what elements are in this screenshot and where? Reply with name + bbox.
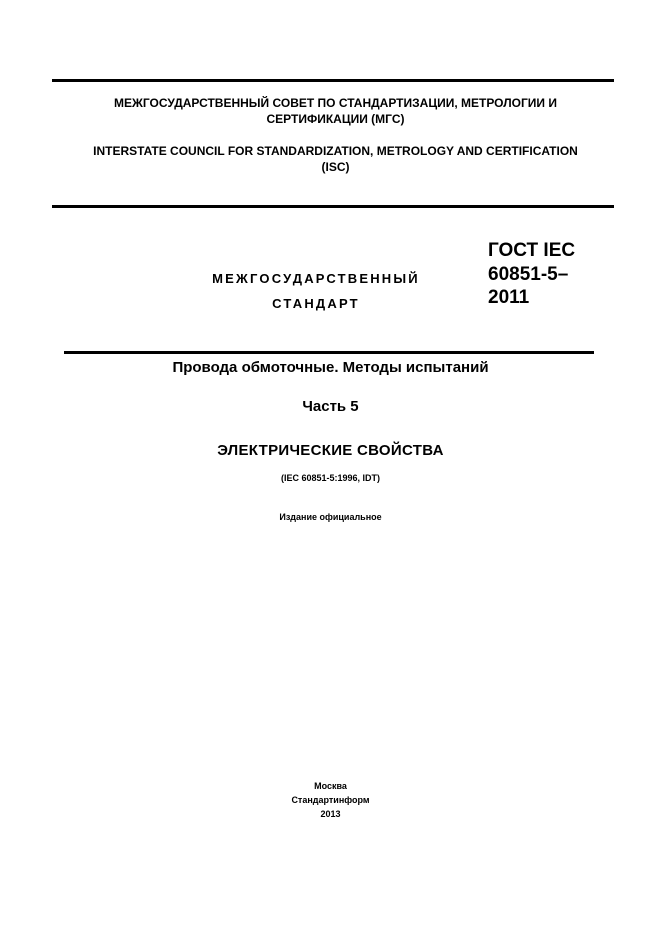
standard-code-line2: 60851-5–	[488, 264, 569, 285]
imprint-year: 2013	[320, 809, 341, 819]
iec-reference: (IEC 60851-5:1996, IDT)	[280, 473, 381, 483]
document-part: Часть 5	[302, 398, 359, 415]
document-subtitle: ЭЛЕКТРИЧЕСКИЕ СВОЙСТВА	[217, 442, 444, 459]
council-ru-line1: МЕЖГОСУДАРСТВЕННЫЙ СОВЕТ ПО СТАНДАРТИЗАЦИИ, МЕТРОЛОГИИ И	[114, 96, 557, 110]
top-rule	[52, 79, 614, 82]
standard-type-line2: СТАНДАРТ	[272, 296, 360, 311]
standard-code-line1: ГОСТ IEC	[488, 240, 576, 261]
imprint-city: Москва	[314, 781, 347, 791]
header-bottom-rule	[52, 205, 614, 208]
council-ru-line2: СЕРТИФИКАЦИИ (МГС)	[266, 112, 405, 126]
edition-note: Издание официальное	[279, 512, 382, 522]
standard-type-line1: МЕЖГОСУДАРСТВЕННЫЙ	[212, 271, 420, 286]
imprint-publisher: Стандартинформ	[291, 795, 370, 805]
title-rule	[64, 351, 594, 354]
document-title: Провода обмоточные. Методы испытаний	[172, 359, 489, 376]
standard-code-line3: 2011	[488, 287, 530, 308]
council-en-line1: INTERSTATE COUNCIL FOR STANDARDIZATION, METROLOGY AND CERTIFICATION	[93, 144, 578, 158]
council-en-line2: (ISC)	[321, 160, 350, 174]
